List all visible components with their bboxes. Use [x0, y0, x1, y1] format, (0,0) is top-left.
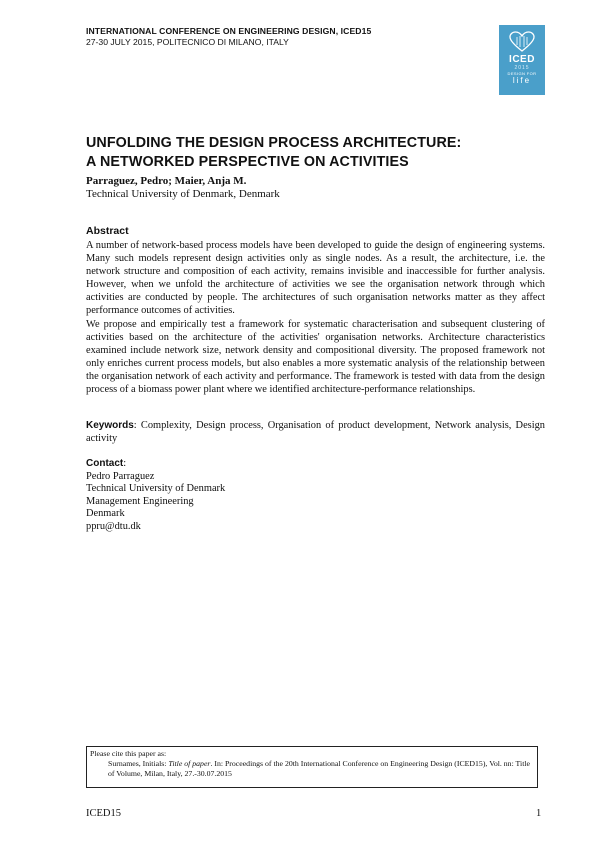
keywords [86, 419, 545, 445]
paper-title-line-1: UNFOLDING THE DESIGN PROCESS ARCHITECTURE: [86, 135, 462, 151]
abstract-paragraph: A number of network-based process models have been developed to guide the design of engineering systems. Many such models represent design activities only as single nodes. As a result, the architecture, i.e. the network structure and composition of each activity, remains invisible and inaccessible for further analysis. However, when we unfold the architecture of activities we see the organisation network through which activities are conducted by people. The architectures of such organisation networks matter as they affect performance outcomes of activities. [86, 240, 545, 317]
conference-date-location: 27-30 JULY 2015, POLITECNICO DI MILANO, ITALY [86, 37, 289, 47]
contact-block [86, 458, 225, 534]
citation-title-placeholder: Title of paper [168, 759, 211, 768]
logo-year: 2015 [514, 65, 530, 71]
author-affiliation: Technical University of Denmark, Denmark [86, 188, 280, 200]
contact-country: Denmark [86, 508, 125, 520]
conference-name: INTERNATIONAL CONFERENCE ON ENGINEERING DESIGN, ICED15 [86, 26, 372, 36]
paper-title-line-2: A NETWORKED PERSPECTIVE ON ACTIVITIES [86, 154, 409, 170]
citation-prefix: Surnames, Initials: [108, 759, 169, 768]
logo-word: life [512, 76, 532, 85]
citation-intro: Please cite this paper as: [90, 749, 167, 758]
abstract-heading: Abstract [86, 225, 129, 237]
logo-name: ICED [509, 54, 535, 65]
abstract-body [86, 239, 545, 396]
citation-rest: . In: Proceedings of the 20th International Conference on Engineering Design (ICED15), Vol. nn: Title of Volume, Milan, Italy, 27.-30.07.2015 [108, 759, 530, 778]
contact-name: Pedro Parraguez [86, 470, 155, 482]
conference-header [86, 26, 371, 47]
citation-box [86, 746, 538, 788]
paper-authors: Parraguez, Pedro; Maier, Anja M. [86, 175, 247, 187]
keywords-text: : Complexity, Design process, Organisation of product development, Network analysis, Design activity [86, 420, 545, 445]
contact-email[interactable]: ppru@dtu.dk [86, 520, 141, 532]
logo-tagline: DESIGN FOR [507, 71, 537, 76]
heart-icon [509, 31, 535, 53]
contact-colon: : [123, 458, 127, 469]
page-number: 1 [536, 808, 542, 819]
keywords-label: Keywords [86, 420, 134, 431]
iced-logo [499, 25, 545, 95]
abstract-paragraph: We propose and empirically test a framework for systematic characterisation and subsequent clustering of activities based on the architecture of the activities' organisation networks. Architecture characteristics examined include network size, network density and compositional diversity. The proposed framework not only enriches current process models, but also enables a more systematic analysis of the relationship between the organisation network of each activity and performance. The framework is tested with data from the design process of a biomass power plant where we identified architecture-performance relationships. [86, 318, 545, 396]
paper-title [86, 134, 546, 172]
citation-text [90, 759, 534, 779]
contact-department: Management Engineering [86, 495, 194, 507]
contact-institution: Technical University of Denmark [86, 483, 226, 495]
contact-label: Contact [86, 458, 124, 469]
footer-conference: ICED15 [86, 808, 121, 819]
